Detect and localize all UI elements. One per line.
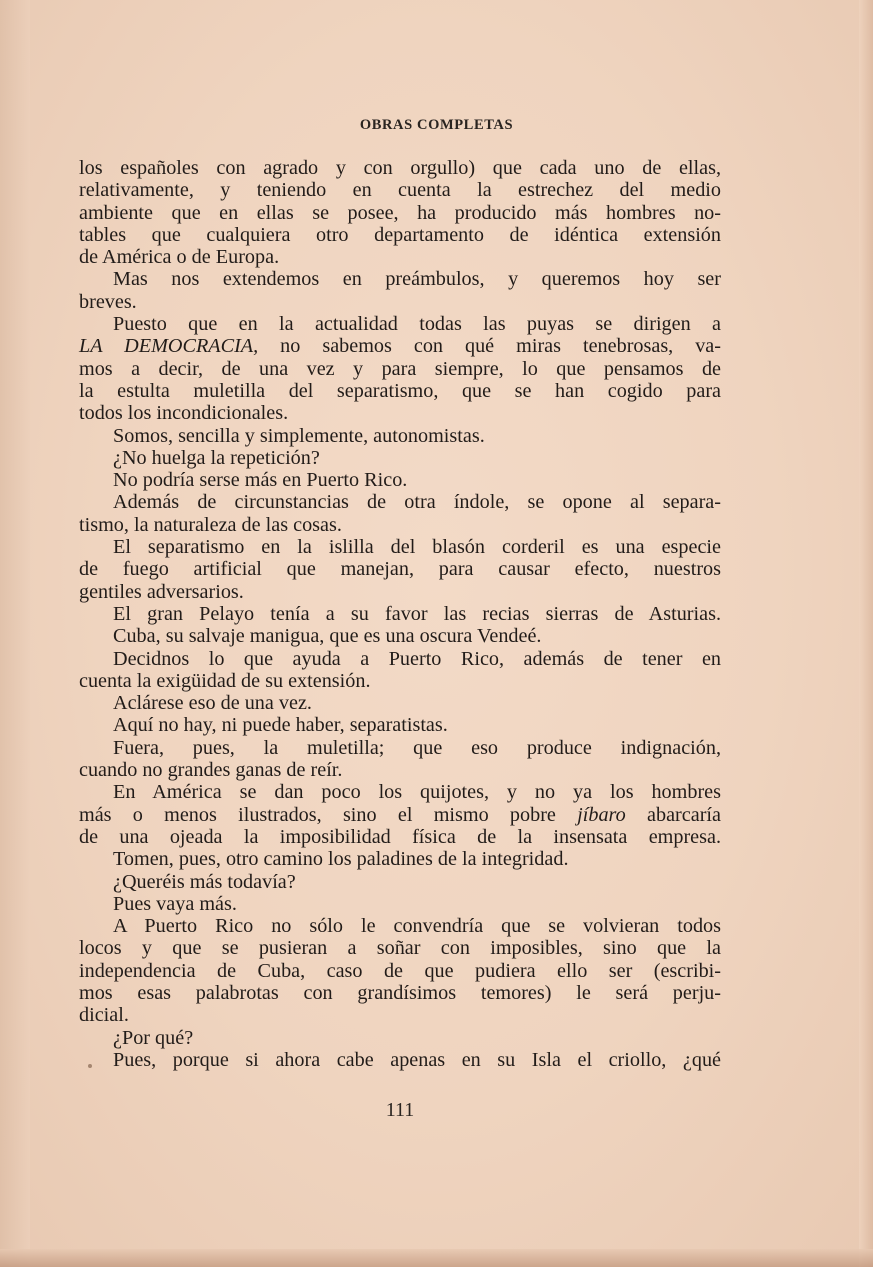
text-line: Pues, porque si ahora cabe apenas en su Isla el criollo, ¿qué	[113, 1048, 721, 1071]
text-line: ¿Queréis más todavía?	[113, 870, 296, 893]
text-line: dicial.	[79, 1004, 129, 1027]
text-line: Decidnos lo que ayuda a Puerto Rico, además de tener en	[113, 647, 721, 670]
text-line: Somos, sencilla y simplemente, autonomistas.	[113, 424, 485, 447]
text-line: Mas nos extendemos en preámbulos, y queremos hoy ser	[113, 268, 721, 291]
text-line: independencia de Cuba, caso de que pudiera ello ser (escribi-	[79, 959, 721, 982]
text-line: Aclárese eso de una vez.	[113, 692, 312, 715]
text-line: de América o de Europa.	[79, 246, 280, 269]
text-line: Puesto que en la actualidad todas las puyas se dirigen a	[113, 313, 721, 336]
text-line: los españoles con agrado y con orgullo) que cada uno de ellas,	[79, 157, 721, 179]
text-line: Cuba, su salvaje manigua, que es una oscura Vendeé.	[113, 625, 542, 648]
text-line: relativamente, y teniendo en cuenta la estrechez del medio	[79, 179, 721, 202]
page-edge-shadow-right	[859, 0, 873, 1267]
text-line: mos esas palabrotas con grandísimos temores) le será perju-	[79, 981, 721, 1004]
text-line: breves.	[79, 290, 137, 313]
ink-speck	[88, 1064, 92, 1068]
text-line: cuando no grandes ganas de reír.	[79, 759, 343, 782]
text-line: Pues vaya más.	[113, 892, 237, 915]
text-line: A Puerto Rico no sólo le convendría que se volvieran todos	[113, 915, 721, 938]
text-line: El gran Pelayo tenía a su favor las recias sierras de Asturias.	[113, 602, 721, 625]
text-line: ¿Por qué?	[113, 1026, 194, 1049]
text-line: gentiles adversarios.	[79, 580, 244, 603]
text-line: Aquí no hay, ni puede haber, separatistas.	[113, 714, 448, 737]
text-line: de una ojeada la imposibilidad física de la insensata empresa.	[79, 825, 721, 848]
page-edge-shadow-left	[0, 0, 30, 1267]
text-line: El separatismo en la islilla del blasón corderil es una especie	[113, 536, 721, 559]
text-line: No podría serse más en Puerto Rico.	[113, 469, 408, 492]
text-line: la estulta muletilla del separatismo, que se han cogido para	[79, 379, 721, 402]
text-line: LA DEMOCRACIA, no sabemos con qué miras tenebrosas, va-	[79, 335, 721, 358]
text-line: Además de circunstancias de otra índole, se opone al separa-	[113, 491, 721, 514]
text-line: más o menos ilustrados, sino el mismo pobre jíbaro abarcaría	[79, 803, 721, 826]
text-line: tismo, la naturaleza de las cosas.	[79, 513, 342, 536]
page-edge-shadow-bottom	[0, 1249, 873, 1267]
running-head: OBRAS COMPLETAS	[359, 117, 514, 133]
text-line: locos y que se pusieran a soñar con imposibles, sino que la	[79, 937, 721, 960]
text-line: ambiente que en ellas se posee, ha producido más hombres no-	[79, 201, 721, 224]
page-number: 111	[385, 1099, 415, 1121]
text-line: cuenta la exigüidad de su extensión.	[79, 669, 371, 692]
body-text	[79, 157, 721, 1071]
text-line: de fuego artificial que manejan, para causar efecto, nuestros	[79, 558, 721, 581]
text-line: En América se dan poco los quijotes, y no ya los hombres	[113, 781, 721, 804]
text-line: Tomen, pues, otro camino los paladines de la integridad.	[113, 848, 569, 871]
text-line: todos los incondicionales.	[79, 402, 289, 425]
text-line: Fuera, pues, la muletilla; que eso produce indignación,	[113, 736, 721, 759]
text-line: ¿No huelga la repetición?	[113, 446, 320, 469]
text-line: mos a decir, de una vez y para siempre, lo que pensamos de	[79, 357, 721, 380]
text-line: tables que cualquiera otro departamento de idéntica extensión	[79, 223, 721, 246]
